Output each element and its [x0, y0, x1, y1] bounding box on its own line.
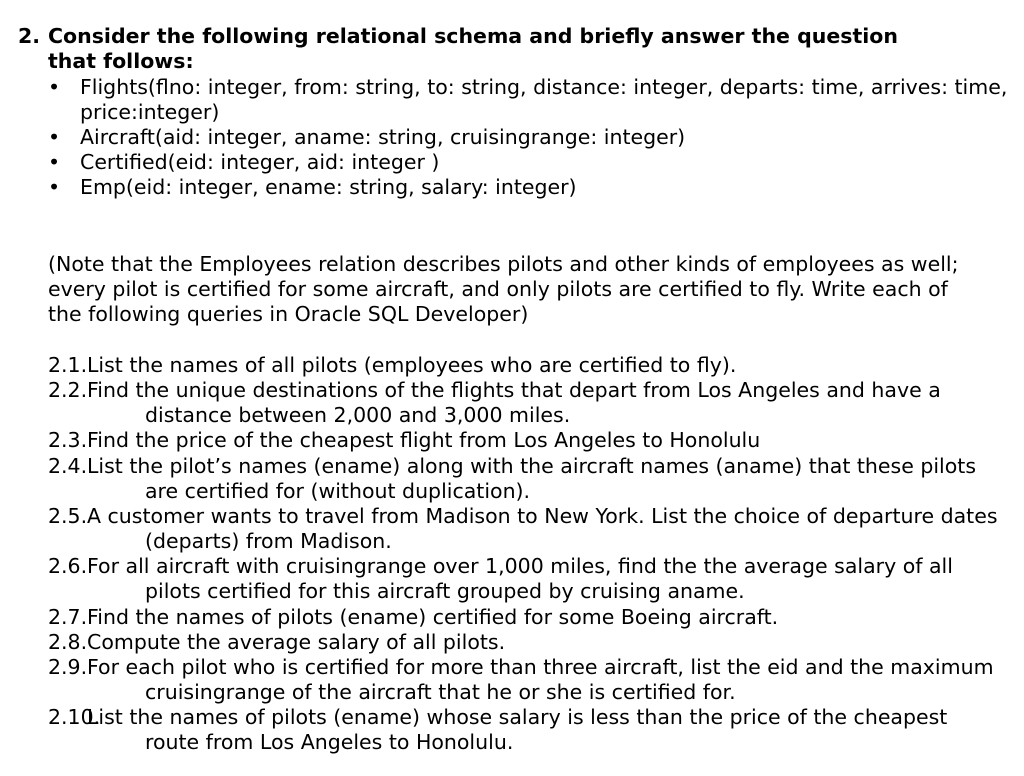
bullet-icon: •: [48, 150, 61, 174]
schema-item-certified: [48, 150, 1008, 175]
query-item: [48, 504, 1008, 554]
question-heading-line1: Consider the following relational schema and briefly answer the question: [48, 24, 898, 48]
query-item: [48, 554, 1008, 604]
query-item: [48, 705, 1008, 755]
query-list: [48, 353, 1008, 756]
query-text: For all aircraft with cruisingrange over 1,000 miles, find the the average salary of all pilots certified for this aircraft grouped by cruising aname.: [87, 554, 953, 604]
question-heading: [18, 24, 1008, 74]
bullet-icon: •: [48, 125, 61, 149]
query-number: 2.4.: [48, 453, 88, 478]
query-text: Find the unique destinations of the flights that depart from Los Angeles and have a distance between 2,000 and 3,000 miles.: [87, 378, 941, 428]
query-number: 2.1.: [48, 353, 88, 377]
query-text: Find the price of the cheapest flight from Los Angeles to Honolulu: [87, 428, 761, 453]
query-number: 2.3.: [48, 428, 88, 453]
note-paragraph: (Note that the Employees relation describes pilots and other kinds of employees as well; every pilot is certified for some aircraft, and only pilots are certified to fly. Write each of the following queries in Oracle SQL Developer): [48, 252, 959, 326]
query-text: A customer wants to travel from Madison to New York. List the choice of departure dates (departs) from Madison.: [87, 503, 998, 554]
query-item: [48, 454, 1008, 504]
schema-item-text: Emp(eid: integer, ename: string, salary: integer): [80, 175, 577, 199]
query-item: [48, 605, 1008, 630]
query-text: Compute the average salary of all pilots.: [87, 629, 506, 654]
bullet-icon: •: [48, 75, 61, 99]
schema-item-text: Flights(flno: integer, from: string, to: string, distance: integer, departs: time, arrives: time, price:integer): [80, 75, 1008, 124]
query-text: Find the names of pilots (ename) certified for some Boeing aircraft.: [87, 604, 779, 629]
query-text: List the pilot’s names (ename) along with the aircraft names (aname) that these pilots are certified for (without duplication).: [87, 453, 977, 503]
query-number: 2.8.: [48, 629, 88, 654]
query-number: 2.6.: [48, 554, 88, 579]
schema-item-text: Aircraft(aid: integer, aname: string, cruisingrange: integer): [80, 125, 686, 149]
query-number: 2.7.: [48, 604, 88, 629]
schema-item-emp: [48, 175, 1008, 200]
bullet-icon: •: [48, 175, 61, 199]
query-text: For each pilot who is certified for more than three aircraft, list the eid and the maximum cruisingrange of the aircraft that he or she is certified for.: [87, 654, 994, 705]
query-item: [48, 378, 1008, 428]
schema-item-flights: [48, 75, 1008, 125]
question-number: 2.: [18, 24, 41, 48]
query-number: 2.10.: [48, 705, 101, 730]
schema-item-text: Certified(eid: integer, aid: integer ): [80, 150, 440, 174]
query-number: 2.2.: [48, 378, 88, 403]
query-item: [48, 353, 1008, 378]
query-item: [48, 655, 1008, 705]
query-text: List the names of pilots (ename) whose salary is less than the price of the cheapest route from Los Angeles to Honolulu.: [87, 705, 948, 755]
query-item: [48, 428, 1008, 453]
query-item: [48, 630, 1008, 655]
query-text: List the names of all pilots (employees who are certified to fly).: [87, 353, 737, 377]
question-heading-line2: that follows:: [48, 49, 194, 73]
schema-item-aircraft: [48, 125, 1008, 150]
schema-list: [48, 75, 1008, 200]
query-number: 2.9.: [48, 654, 88, 679]
query-number: 2.5.: [48, 503, 88, 528]
